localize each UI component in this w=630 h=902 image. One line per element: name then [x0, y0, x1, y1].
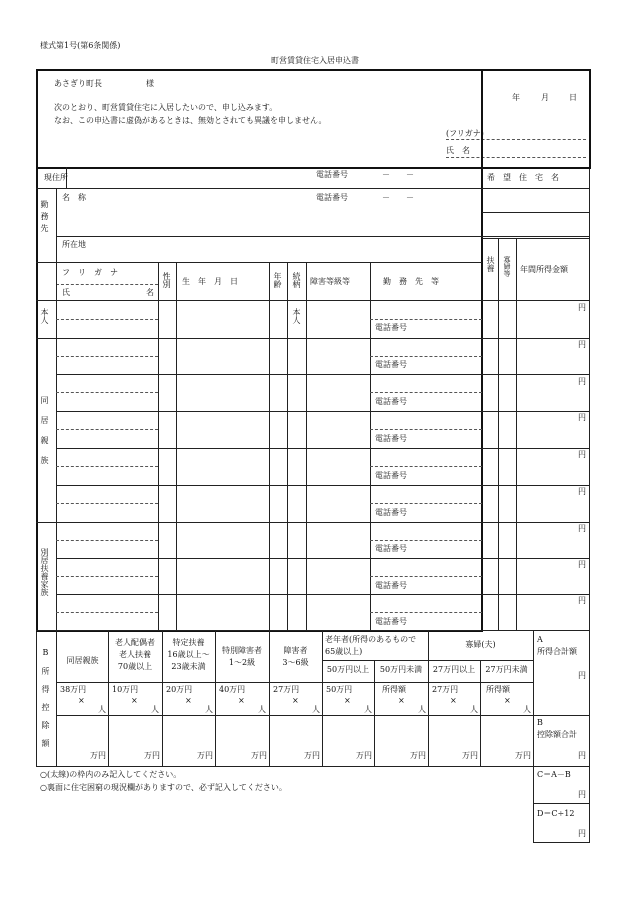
b-deduction-label: B所得控除額 [41, 648, 50, 757]
manyen-8: 万円 [462, 751, 478, 760]
widow-ded-header: 寡婦(夫) [465, 640, 496, 649]
dependent-header: 扶養 [486, 256, 495, 272]
row-phone-2: 電話番号 [375, 360, 407, 369]
date-month: 月 [541, 93, 549, 102]
b-box-text: 控除額合計 [537, 730, 577, 739]
ded-col-elderly-spouse: 老人配偶者 老人扶養 70歳以上 [115, 638, 155, 671]
amt-7: 所得額 [382, 685, 406, 694]
name-header-right: 名 [146, 288, 154, 297]
date-year: 年 [512, 93, 520, 102]
form-title: 町営賃貸住宅入居申込書 [271, 56, 359, 65]
widow-header: 寡婦等 [503, 256, 511, 277]
person-1: 人 [98, 705, 106, 714]
disability-header: 障害等級等 [310, 277, 350, 286]
ded-col-disabled: 障害者 3～6級 [282, 646, 309, 667]
person-8: 人 [470, 705, 478, 714]
row-phone-4: 電話番号 [375, 434, 407, 443]
person-2: 人 [151, 705, 159, 714]
ded-col-special-disabled: 特別障害者 1～2級 [222, 646, 262, 667]
c-yen: 円 [578, 790, 586, 799]
date-day: 日 [569, 93, 577, 102]
name-header-left: 氏 [62, 288, 70, 297]
row-phone-7: 電話番号 [375, 544, 407, 553]
person-6: 人 [364, 705, 372, 714]
amt-5: 27万円 [273, 685, 300, 694]
times-5: × [292, 696, 299, 705]
person-4: 人 [258, 705, 266, 714]
ded-col-cohabit: 同居親族 [66, 656, 99, 665]
furigana-label: (フリガナ) [446, 129, 484, 138]
manyen-3: 万円 [197, 751, 213, 760]
times-4: × [238, 696, 245, 705]
amt-9: 所得額 [486, 685, 510, 694]
honorific: 様 [146, 79, 154, 88]
c-formula: C＝A－B [537, 770, 571, 779]
times-2: × [131, 696, 138, 705]
elder-sub-2: 50万円未満 [379, 665, 423, 674]
intro-line-2: なお、この申込書に虚偽があるときは、無効とされても異議を申しません。 [54, 116, 327, 125]
amt-2: 10万円 [112, 685, 139, 694]
yen-6: 円 [578, 487, 586, 496]
work-label: 勤務先 [40, 200, 49, 236]
row-phone-9: 電話番号 [375, 617, 407, 626]
person-7: 人 [418, 705, 426, 714]
yen-1: 円 [578, 303, 586, 312]
furigana-header: フ リ ガ ナ [62, 268, 118, 277]
person-9: 人 [523, 705, 531, 714]
elder-sub-1: 50万円以上 [326, 665, 370, 674]
elder-header: 老年者(所得のあるもので65歳以上) [325, 635, 417, 656]
a-yen: 円 [578, 671, 586, 680]
manyen-4: 万円 [251, 751, 267, 760]
times-6: × [344, 696, 351, 705]
desired-housing-label: 希 望 住 宅 名 [487, 173, 559, 182]
yen-5: 円 [578, 450, 586, 459]
a-text: 所得合計額 [537, 647, 577, 656]
yen-4: 円 [578, 413, 586, 422]
gender-header: 性別 [162, 272, 171, 288]
yen-3: 円 [578, 377, 586, 386]
cohabit-label: 同居親族 [40, 396, 49, 476]
current-address-label: 現住所 [44, 173, 68, 182]
manyen-7: 万円 [410, 751, 426, 760]
amt-4: 40万円 [219, 685, 246, 694]
times-1: × [78, 696, 85, 705]
b-yen: 円 [578, 751, 586, 760]
amt-6: 50万円 [326, 685, 353, 694]
self-row-label: 本人 [40, 308, 49, 324]
person-3: 人 [205, 705, 213, 714]
manyen-2: 万円 [144, 751, 160, 760]
self-relation: 本人 [292, 308, 301, 324]
form-number: 様式第1号(第6条関係) [40, 41, 121, 50]
manyen-5: 万円 [304, 751, 320, 760]
b-box-label: B [537, 718, 543, 727]
work-phone-label: 電話番号 [316, 193, 348, 202]
separate-label: 別居扶養家族 [40, 548, 49, 596]
row-phone-1: 電話番号 [375, 323, 407, 332]
yen-2: 円 [578, 340, 586, 349]
d-formula: D＝C÷12 [537, 809, 575, 818]
row-phone-5: 電話番号 [375, 471, 407, 480]
yen-8: 円 [578, 560, 586, 569]
amt-1: 38万円 [60, 685, 87, 694]
workplace-header: 勤 務 先 等 [383, 277, 439, 286]
a-label: A [537, 635, 543, 644]
widow-sub-2: 27万円未満 [485, 665, 528, 674]
note-2: ○裏面に住宅困窮の現況欄がありますので、必ず記入してください。 [40, 783, 287, 792]
relation-header: 続柄 [292, 272, 301, 288]
yen-7: 円 [578, 524, 586, 533]
ded-col-specific-dependent: 特定扶養 16歳以上～ 23歳未満 [167, 638, 210, 671]
address-phone-label: 電話番号 [316, 170, 348, 179]
intro-line-1: 次のとおり、町営賃貸住宅に入居したいので、申し込みます。 [54, 103, 278, 112]
work-phone-dash: － － [382, 193, 414, 202]
income-header: 年間所得金額 [520, 265, 568, 274]
d-yen: 円 [578, 829, 586, 838]
times-8: × [450, 696, 457, 705]
manyen-6: 万円 [356, 751, 372, 760]
addressee: あさぎり町長 [54, 79, 102, 88]
times-3: × [185, 696, 192, 705]
age-header: 年齢 [273, 272, 282, 288]
widow-sub-1: 27万円以上 [432, 665, 476, 674]
work-name-label: 名 称 [62, 193, 86, 202]
amt-3: 20万円 [166, 685, 193, 694]
birth-header: 生 年 月 日 [182, 277, 238, 286]
manyen-9: 万円 [515, 751, 531, 760]
times-7: × [398, 696, 405, 705]
note-1: ○(太線)の枠内のみ記入してください。 [40, 770, 182, 779]
amt-8: 27万円 [432, 685, 459, 694]
row-phone-8: 電話番号 [375, 581, 407, 590]
yen-9: 円 [578, 596, 586, 605]
applicant-name-label: 氏 名 [446, 146, 470, 155]
manyen-1: 万円 [90, 751, 106, 760]
times-9: × [504, 696, 511, 705]
work-address-label: 所在地 [62, 240, 86, 249]
address-phone-dash: － － [382, 170, 414, 179]
person-5: 人 [312, 705, 320, 714]
row-phone-6: 電話番号 [375, 508, 407, 517]
row-phone-3: 電話番号 [375, 397, 407, 406]
